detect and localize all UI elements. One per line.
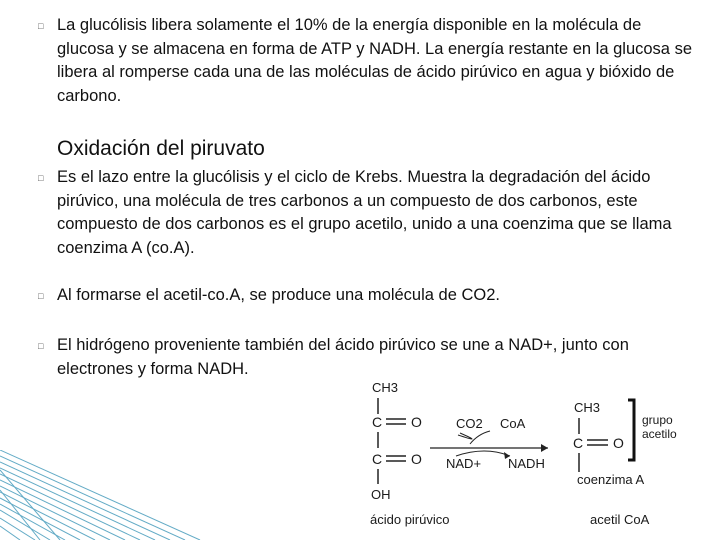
label-coenzima-a: coenzima A — [577, 472, 645, 487]
atom-o2: O — [411, 451, 422, 467]
caption-acetil-coa: acetil CoA — [590, 512, 650, 527]
label-grupo: grupo — [642, 413, 673, 427]
label-coa-in: CoA — [500, 416, 526, 431]
atom-ch3-right: CH3 — [574, 400, 601, 415]
atom-c-right: C — [573, 435, 584, 451]
label-nadh: NADH — [508, 456, 545, 471]
label-nad: NAD+ — [446, 456, 482, 471]
atom-ch3: CH3 — [372, 380, 399, 395]
bullet-text: La glucólisis libera solamente el 10% de la energía disponible en la molécula de glucosa y se almacena en forma de ATP y NADH. La energía restante en la glucosa se libera al romperse cada una de las moléculas de ácido pirúvico en agua y bióxido de carbono. — [57, 16, 692, 105]
caption-acido-piruvico: ácido pirúvico — [370, 512, 450, 527]
atom-oh: OH — [371, 487, 391, 502]
bullet-text: El hidrógeno proveniente también del ácido pirúvico se une a NAD+, junto con electrones y forma NADH. — [57, 336, 629, 378]
atom-o1: O — [411, 414, 422, 430]
square-bullet-icon: □ — [38, 173, 44, 183]
bullet-text: Es el lazo entre la glucólisis y el ciclo de Krebs. Muestra la degradación del ácido pirúvico, una molécula de tres carbonos a un compuesto de dos carbonos, este compuesto de dos carbonos es el grupo acetilo, unido a una coenzima que se llama coenzima A (co.A). — [57, 168, 672, 257]
label-co2: CO2 — [456, 416, 483, 431]
section-heading: Oxidación del piruvato — [57, 137, 265, 160]
square-bullet-icon: □ — [38, 291, 44, 301]
pyruvate-oxidation-diagram — [360, 372, 710, 540]
atom-c1: C — [372, 414, 383, 430]
bullet-text: Al formarse el acetil-co.A, se produce una molécula de CO2. — [57, 286, 500, 304]
corner-decoration — [0, 450, 210, 540]
atom-c2: C — [372, 451, 383, 467]
atom-o-right: O — [613, 435, 624, 451]
square-bullet-icon: □ — [38, 341, 44, 351]
square-bullet-icon: □ — [38, 21, 44, 31]
label-acetilo: acetilo — [642, 427, 677, 441]
